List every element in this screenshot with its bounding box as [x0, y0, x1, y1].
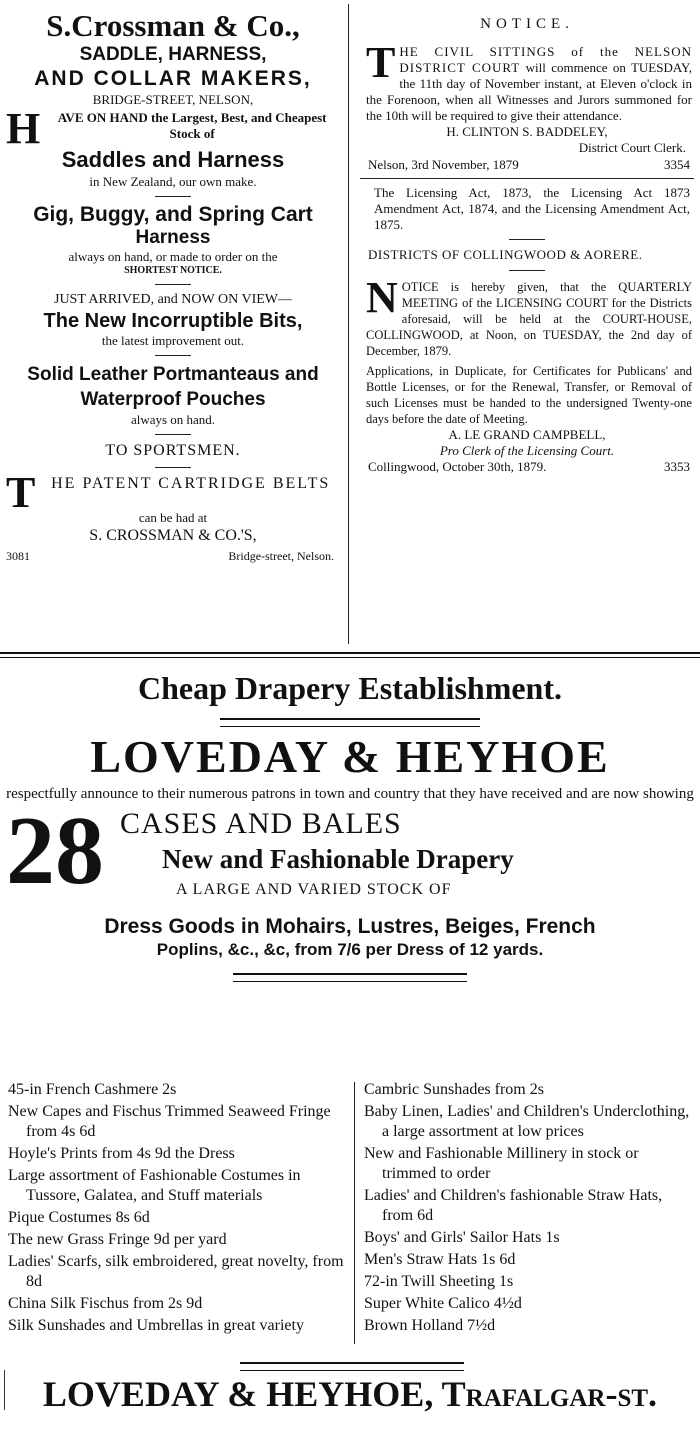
- list-item: Cambric Sunshades from 2s: [364, 1081, 544, 1098]
- districts: DISTRICTS OF COLLINGWOOD & AORERE.: [368, 247, 643, 262]
- drapery-advert: [0, 666, 700, 982]
- list-item: New and Fashionable Millinery in stock or trimmed to order: [364, 1145, 639, 1182]
- firm-loveday-heyhoe: LOVEDAY & HEYHOE: [90, 731, 610, 782]
- cartridge-paragraph: [0, 468, 346, 517]
- divider: [360, 178, 694, 179]
- large-stock: A LARGE AND VARIED STOCK OF: [176, 881, 452, 898]
- left-footer: [0, 546, 346, 564]
- applications: Applications, in Duplicate, for Certificates for Publicans' and Bottle Licenses, or for the Renewal, Transfer, or Removal of such Licenses must be handed to the undersigned Twenty-one days before the date of Meeting.: [366, 364, 692, 426]
- signatory: H. CLINTON S. BADDELEY,: [446, 124, 608, 139]
- footer-firm: LOVEDAY & HEYHOE, Trafalgar-st.: [42, 1374, 658, 1414]
- poplins: Poplins, &c., &c, from 7/6 per Dress of 12 yards.: [156, 940, 544, 959]
- sub-always-hand: always on hand.: [130, 412, 216, 427]
- cases-bales: CASES AND BALES: [120, 807, 402, 840]
- divider: [155, 284, 191, 285]
- notice-heading: NOTICE.: [480, 16, 574, 32]
- intro-text: AVE ON HAND the Largest, Best, and Cheapest Stock of: [57, 110, 327, 141]
- divider: [155, 434, 191, 435]
- cartridge-text: HE PATENT CARTRIDGE BELTS: [51, 475, 331, 492]
- divider: [155, 355, 191, 356]
- sub-shortest: SHORTEST NOTICE.: [124, 265, 222, 276]
- intro-paragraph: [0, 104, 346, 153]
- crossman-advert: [0, 0, 346, 650]
- court-notices: [354, 0, 700, 650]
- firm-name-2: S. CROSSMAN & CO.'S,: [89, 527, 257, 544]
- sub-always: always on hand, or made to order on the: [68, 249, 278, 264]
- sportsmen: TO SPORTSMEN.: [105, 442, 241, 459]
- list-item: 45-in French Cashmere 2s: [8, 1081, 177, 1098]
- place-date: Nelson, 3rd November, 1879: [368, 157, 519, 172]
- divider: [509, 239, 545, 240]
- list-item: Silk Sunshades and Umbrellas in great variety: [8, 1317, 304, 1334]
- place-date-2: Collingwood, October 30th, 1879.: [368, 459, 547, 474]
- items-left: [8, 1080, 346, 1338]
- headline-portmanteaus: Solid Leather Portmanteaus and Waterproof Pouches: [27, 364, 319, 410]
- list-item: Pique Costumes 8s 6d: [8, 1209, 150, 1226]
- sub-latest: the latest improvement out.: [101, 333, 245, 348]
- headline-bits: The New Incorruptible Bits,: [43, 310, 303, 332]
- list-item: Boys' and Girls' Sailor Hats 1s: [364, 1229, 560, 1246]
- section-rule: [0, 652, 700, 654]
- double-rule: [220, 718, 480, 727]
- ref-number: 3081: [6, 549, 30, 563]
- double-rule: [240, 1362, 464, 1371]
- column-divider: [348, 4, 349, 644]
- cases-block: [0, 797, 700, 915]
- fashionable-drapery: New and Fashionable Drapery: [162, 844, 514, 874]
- just-arrived: JUST ARRIVED, and NOW ON VIEW—: [54, 292, 292, 307]
- address: BRIDGE-STREET, NELSON,: [92, 92, 254, 107]
- notice2-footer: [354, 459, 700, 475]
- ref-number: 3354: [664, 157, 690, 172]
- double-rule: [233, 973, 467, 982]
- signatory-2-title: Pro Clerk of the Licensing Court.: [439, 443, 615, 458]
- list-item: Baby Linen, Ladies' and Children's Underclothing, a large assortment at low prices: [364, 1103, 690, 1140]
- list-item: Ladies' and Children's fashionable Straw Hats, from 6d: [364, 1187, 663, 1224]
- list-item: 72-in Twill Sheeting 1s: [364, 1273, 514, 1290]
- headline-saddles: Saddles and Harness: [61, 147, 285, 172]
- notice-title: HE CIVIL SITTINGS of the NELSON DISTRICT COURT: [399, 44, 692, 75]
- divider: [155, 467, 191, 468]
- notice2-block: [354, 273, 700, 359]
- drop-cap: T: [6, 468, 38, 517]
- signatory-title: District Court Clerk.: [578, 140, 686, 155]
- list-item: New Capes and Fischus Trimmed Seaweed Fringe from 4s 6d: [8, 1103, 331, 1140]
- drop-cap: H: [6, 104, 41, 153]
- licensing-act: The Licensing Act, 1873, the Licensing Act 1873 Amendment Act, 1874, and the Licensing Amendment Act, 1875.: [374, 185, 690, 232]
- list-item: The new Grass Fringe 9d per yard: [8, 1231, 227, 1248]
- announcement: respectfully announce to their numerous patrons in town and country that they have received and are now showing: [6, 786, 694, 802]
- section-rule: [0, 657, 700, 658]
- number-28: 28: [6, 797, 104, 905]
- street: Bridge-street, Nelson.: [228, 549, 334, 563]
- dress-goods: Dress Goods in Mohairs, Lustres, Beiges, French: [104, 915, 596, 938]
- headline-harness: Harness: [135, 227, 211, 248]
- list-item: Super White Calico 4½d: [364, 1295, 522, 1312]
- notice-footer: [354, 156, 700, 174]
- notice-body: will commence on TUESDAY, the 11th day of November instant, at Eleven o'clock in the Forenoon, when all Witnesses and Jurors summoned for the 10th will be required to give their attendance.: [366, 60, 693, 123]
- page-edge-mark: [4, 1370, 5, 1410]
- drop-cap: T: [366, 38, 396, 87]
- list-item: Men's Straw Hats 1s 6d: [364, 1251, 516, 1268]
- headline-gig: Gig, Buggy, and Spring Cart: [33, 203, 313, 226]
- trade-line-1: SADDLE, HARNESS,: [79, 44, 267, 65]
- drop-cap: N: [366, 273, 398, 322]
- divider: [509, 270, 545, 271]
- notice-block: [354, 34, 700, 124]
- divider: [155, 196, 191, 197]
- list-item: Large assortment of Fashionable Costumes in Tussore, Galatea, and Stuff materials: [8, 1167, 301, 1204]
- sub-new-zealand: in New Zealand, our own make.: [89, 174, 257, 189]
- drapery-heading: Cheap Drapery Establishment.: [137, 670, 562, 706]
- firm-name: S.Crossman & Co.,: [46, 8, 300, 43]
- trade-line-2: AND COLLAR MAKERS,: [34, 67, 312, 90]
- list-item: China Silk Fischus from 2s 9d: [8, 1295, 203, 1312]
- signatory-2: A. LE GRAND CAMPBELL,: [448, 427, 606, 442]
- list-item: Hoyle's Prints from 4s 9d the Dress: [8, 1145, 235, 1162]
- list-item: Brown Holland 7½d: [364, 1317, 496, 1334]
- items-right: [364, 1080, 694, 1338]
- list-divider: [354, 1082, 355, 1344]
- notice2-body: OTICE is hereby given, that the QUARTERLY MEETING of the LICENSING COURT for the Districts aforesaid, will be held at the COURT-HOUSE, COLLINGWOOD, at Noon, on TUESDAY, the 2nd day of December, 1879.: [366, 280, 692, 358]
- had-at: can be had at: [138, 510, 208, 525]
- ref-number-2: 3353: [664, 459, 690, 474]
- list-item: Ladies' Scarfs, silk embroidered, great novelty, from 8d: [8, 1253, 344, 1290]
